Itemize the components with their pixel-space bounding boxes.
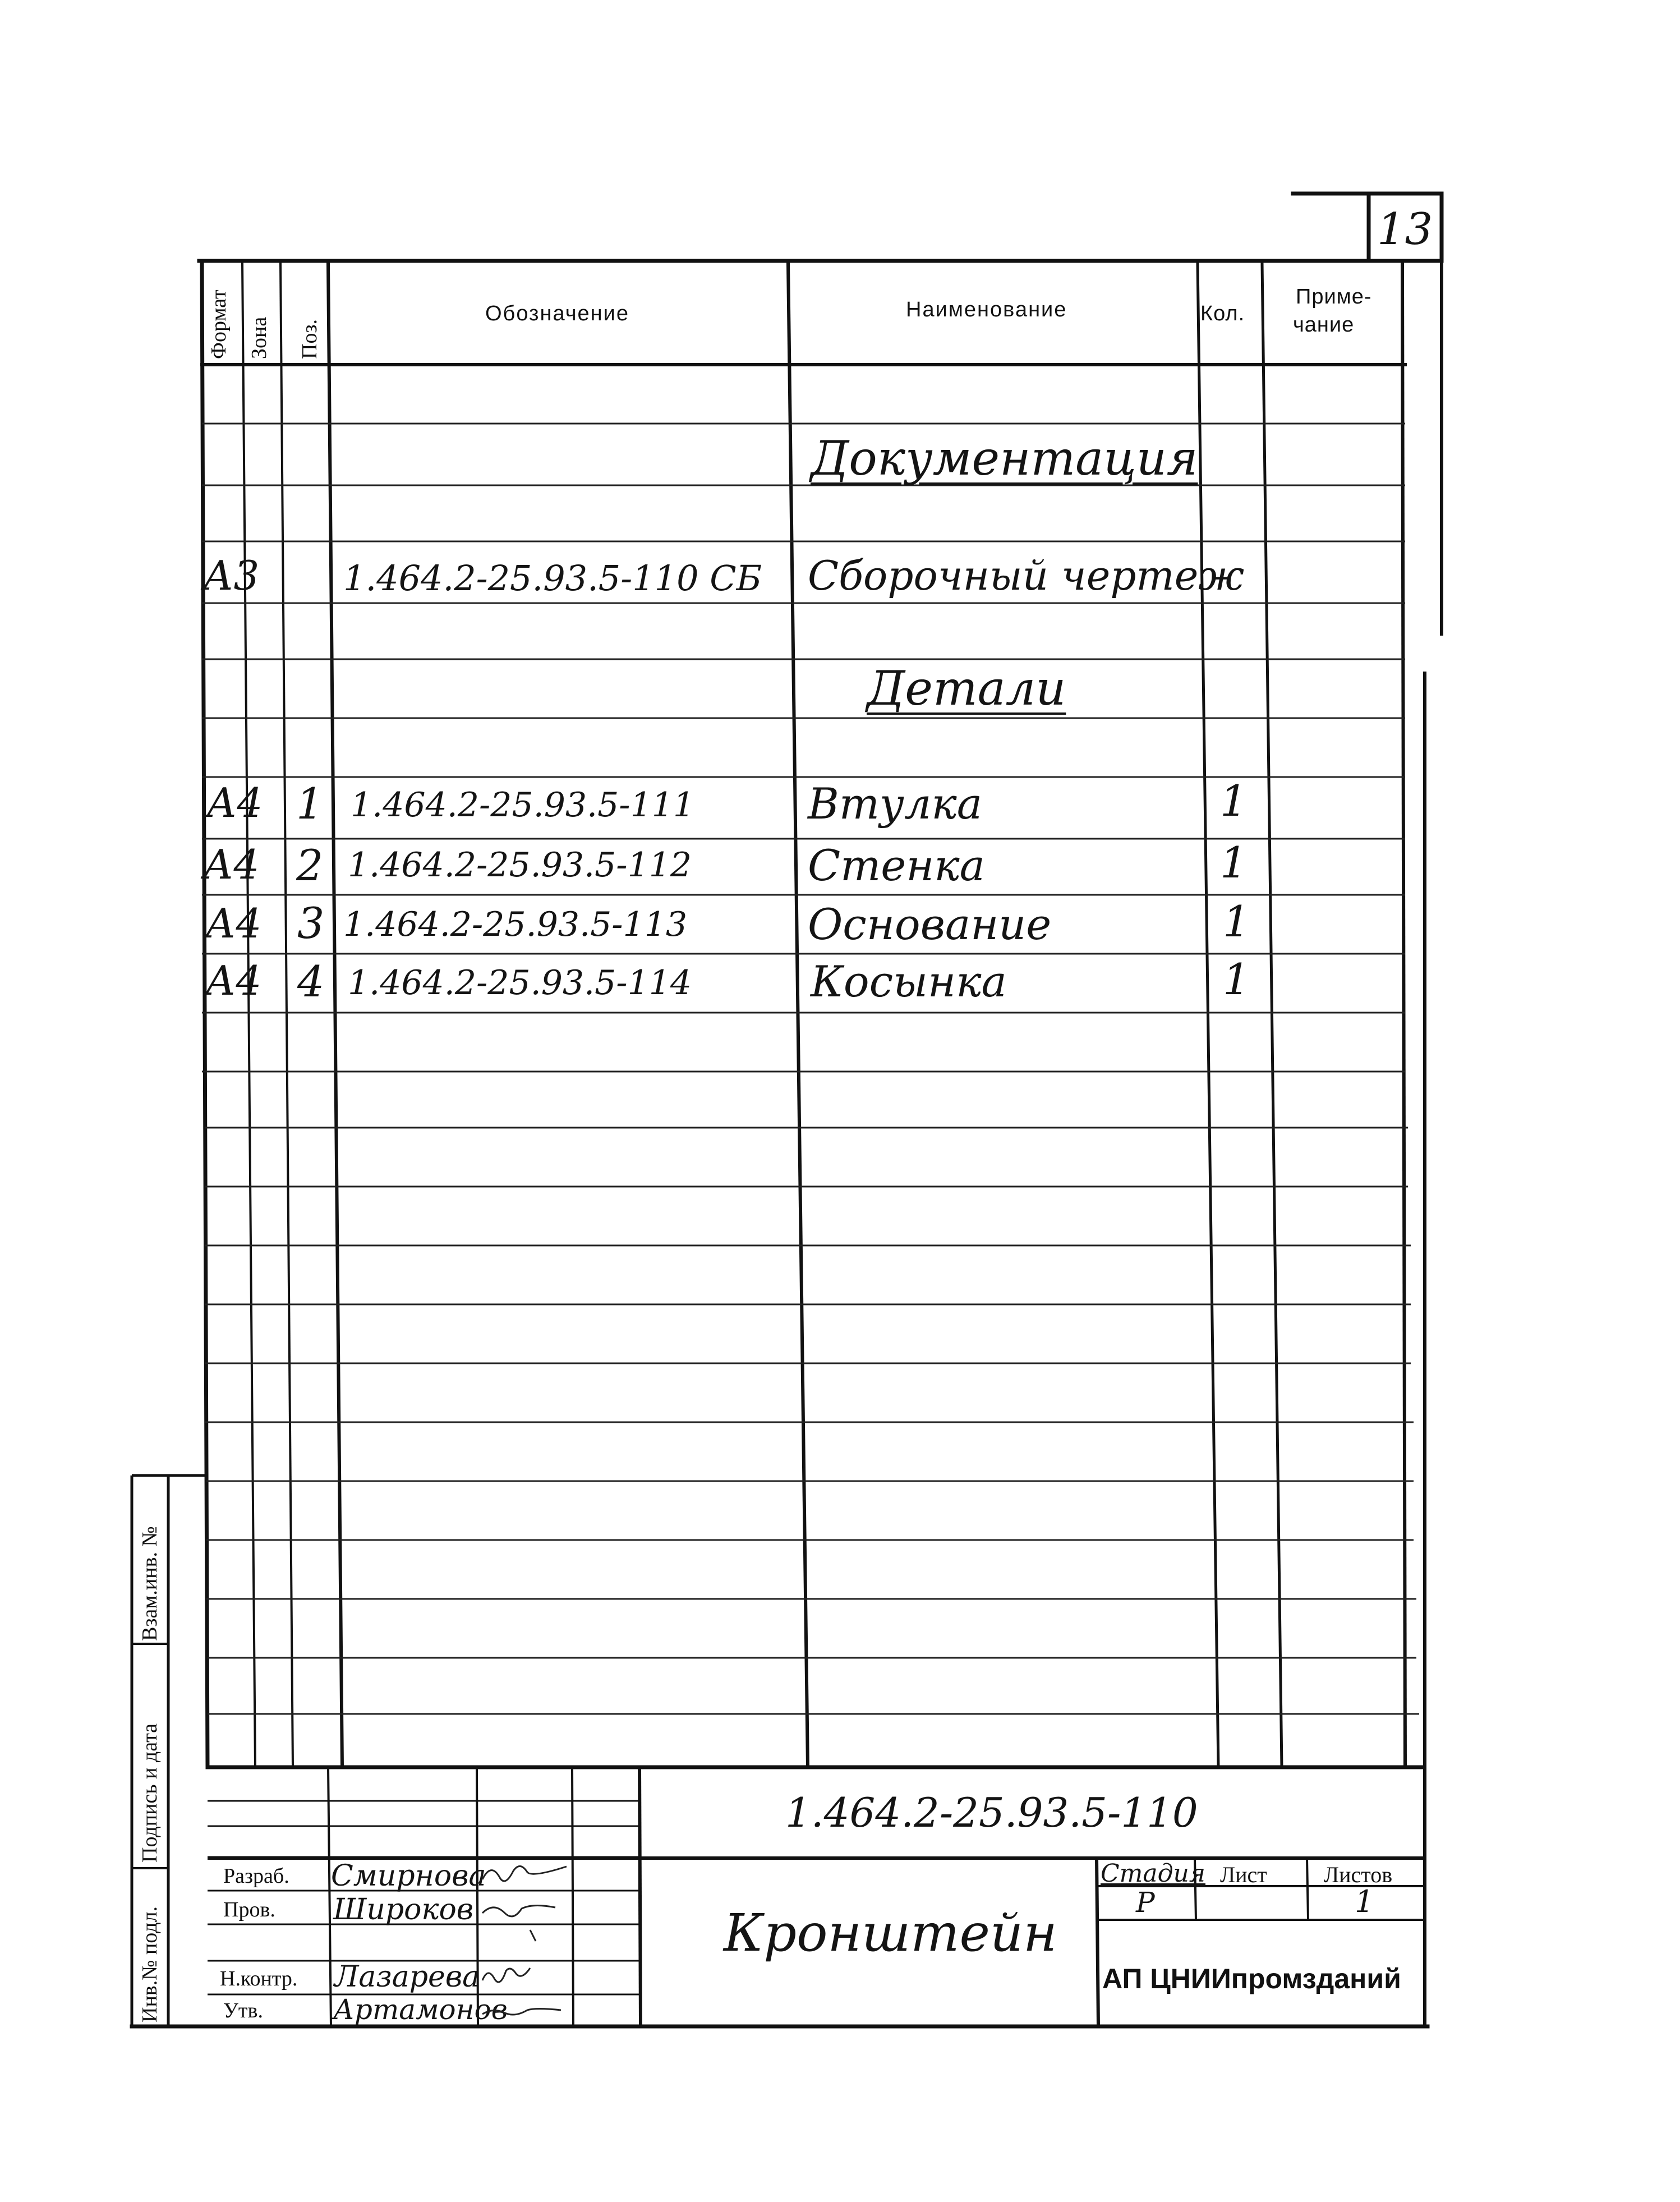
- row-name: Основание: [808, 899, 1052, 949]
- side-stamp-vzam-inv: Взам.инв. №: [138, 1526, 162, 1641]
- row-format: А4: [206, 779, 263, 826]
- role-name: Артамонов: [333, 1993, 508, 2026]
- side-stamp-sign-date: Подпись и дата: [138, 1723, 162, 1863]
- sheet-number: 13: [1377, 204, 1433, 255]
- col-header-qty: Кол.: [1200, 302, 1245, 325]
- signature-icon: [482, 2009, 561, 2015]
- row-name: Втулка: [808, 779, 983, 829]
- row-designation: 1.464.2-25.93.5-113: [343, 905, 688, 944]
- stage-value: Р: [1136, 1886, 1155, 1919]
- section-details: Детали: [867, 661, 1066, 716]
- organization: АП ЦНИИпромзданий: [1102, 1963, 1401, 1994]
- role-label: Утв.: [223, 1999, 263, 2022]
- row-designation: 1.464.2-25.93.5-114: [348, 963, 692, 1003]
- col-header-pos: Поз.: [298, 319, 321, 359]
- role-name: Широков: [333, 1893, 474, 1927]
- sheet-label: Лист: [1220, 1862, 1267, 1887]
- row-designation: 1.464.2-25.93.5-112: [348, 845, 692, 885]
- row-pos: 1: [296, 779, 324, 829]
- col-header-designation: Обозначение: [485, 302, 630, 325]
- row-designation: 1.464.2-25.93.5-111: [351, 785, 695, 825]
- col-header-note-1: Приме-: [1296, 285, 1372, 309]
- row-name: Стенка: [808, 840, 985, 890]
- side-stamp-inv-podl: Инв.№ подл.: [138, 1906, 162, 2022]
- document-title: Кронштейн: [724, 1903, 1057, 1963]
- row-qty: 1: [1223, 897, 1250, 946]
- role-label: Пров.: [223, 1898, 275, 1921]
- row-format: А4: [205, 900, 262, 947]
- row-format: А4: [205, 957, 262, 1004]
- signature-icon: [482, 1866, 567, 1881]
- col-header-note-2: чание: [1293, 313, 1355, 337]
- section-documentation: Документация: [811, 431, 1198, 486]
- stage-label: Стадия: [1101, 1859, 1205, 1888]
- signature-icon: [482, 1968, 530, 1982]
- row-qty: 1: [1223, 954, 1250, 1004]
- col-header-name: Наименование: [906, 298, 1067, 321]
- role-name: Смирнова: [331, 1859, 486, 1893]
- row-pos: 2: [296, 840, 324, 890]
- row-format: А4: [203, 841, 260, 888]
- col-header-zone: Зона: [247, 316, 271, 359]
- role-name: Лазарева: [334, 1960, 480, 1994]
- row-name: Косынка: [811, 957, 1007, 1006]
- row-qty: 1: [1220, 776, 1248, 826]
- row-pos: 4: [297, 957, 325, 1006]
- role-label: Разраб.: [223, 1864, 289, 1888]
- row-qty: 1: [1220, 838, 1248, 888]
- document-code: 1.464.2-25.93.5-110: [785, 1789, 1198, 1836]
- row-pos: 3: [297, 898, 325, 948]
- col-header-format: Формат: [207, 289, 231, 359]
- sheets-value: 1: [1355, 1884, 1374, 1919]
- role-label: Н.контр.: [220, 1967, 298, 1990]
- row-designation: 1.464.2-25.93.5-110 СБ: [343, 558, 762, 599]
- row-format: А3: [203, 552, 260, 599]
- signature-icon: [482, 1905, 555, 1941]
- row-name: Сборочный чертеж: [808, 552, 1245, 599]
- sheets-label: Листов: [1324, 1862, 1393, 1887]
